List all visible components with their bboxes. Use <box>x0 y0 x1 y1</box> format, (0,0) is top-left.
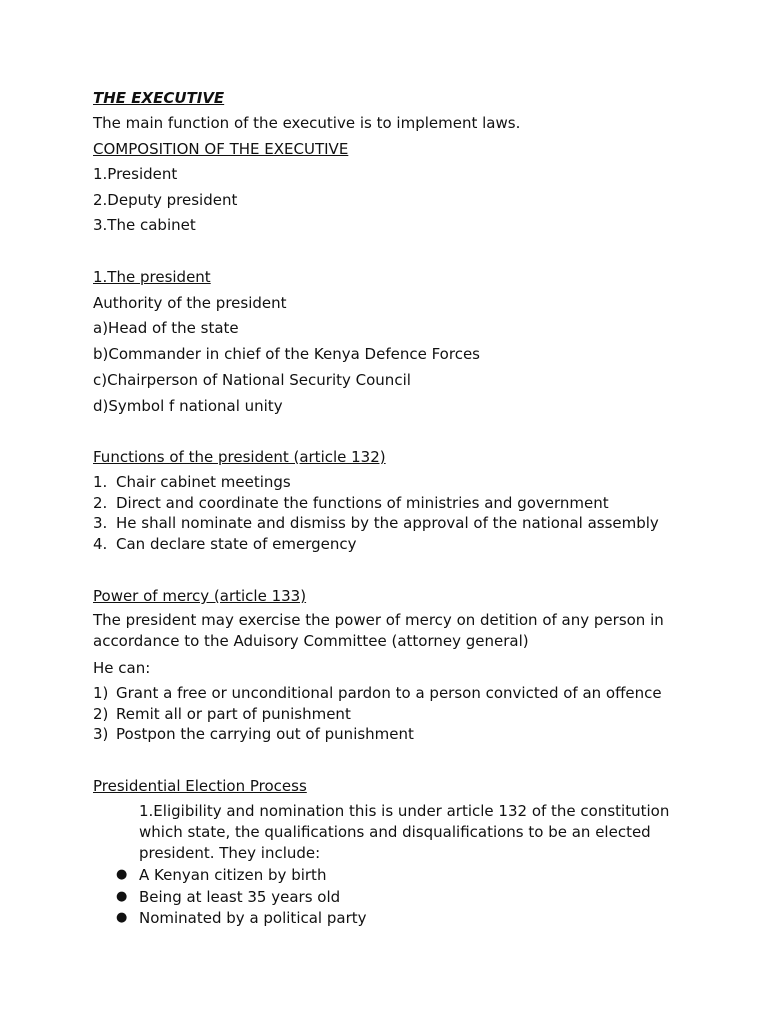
mercy-item: Grant a free or unconditional pardon to a person convicted of an offence <box>116 684 662 702</box>
mercy-heading: Power of mercy (article 133) <box>93 587 307 605</box>
list-number: 1. <box>93 473 108 491</box>
composition-heading: COMPOSITION OF THE EXECUTIVE <box>93 140 349 158</box>
election-bullet-item: A Kenyan citizen by birth <box>139 866 327 884</box>
authority-item: a)Head of the state <box>93 319 239 337</box>
bullet-icon: ● <box>116 889 128 904</box>
authority-label: Authority of the president <box>93 294 287 312</box>
functions-item: He shall nominate and dismiss by the approval of the national assembly <box>116 514 659 532</box>
he-can-label: He can: <box>93 659 151 677</box>
election-bullet-item: Nominated by a political party <box>139 909 367 927</box>
election-heading: Presidential Election Process <box>93 777 307 795</box>
composition-item: 3.The cabinet <box>93 216 196 234</box>
authority-item: c)Chairperson of National Security Council <box>93 371 411 389</box>
list-number: 2. <box>93 494 108 512</box>
intro-text: The main function of the executive is to implement laws. <box>93 114 521 132</box>
mercy-paragraph: The president may exercise the power of mercy on detition of any person in accordance to the Aduisory Committee (attorney general) <box>93 611 664 650</box>
bullet-icon: ● <box>116 867 128 882</box>
president-heading: 1.The president <box>93 268 211 286</box>
list-number: 2) <box>93 705 109 723</box>
composition-item: 1.President <box>93 165 178 183</box>
list-number: 4. <box>93 535 108 553</box>
mercy-item: Remit all or part of punishment <box>116 705 351 723</box>
list-number: 3) <box>93 725 109 743</box>
functions-item: Can declare state of emergency <box>116 535 357 553</box>
election-bullet-item: Being at least 35 years old <box>139 888 341 906</box>
bullet-icon: ● <box>116 910 128 925</box>
election-paragraph: 1.Eligibility and nomination this is under article 132 of the constitution which state, the qualifications and disqualifications to be an elected president. They include: <box>139 802 670 862</box>
functions-item: Chair cabinet meetings <box>116 473 291 491</box>
document-title: THE EXECUTIVE <box>93 89 225 107</box>
list-number: 3. <box>93 514 108 532</box>
list-number: 1) <box>93 684 109 702</box>
functions-item: Direct and coordinate the functions of ministries and government <box>116 494 609 512</box>
authority-item: d)Symbol f national unity <box>93 397 283 415</box>
mercy-item: Postpon the carrying out of punishment <box>116 725 414 743</box>
composition-item: 2.Deputy president <box>93 191 238 209</box>
functions-heading: Functions of the president (article 132) <box>93 448 386 466</box>
authority-item: b)Commander in chief of the Kenya Defence Forces <box>93 345 480 363</box>
